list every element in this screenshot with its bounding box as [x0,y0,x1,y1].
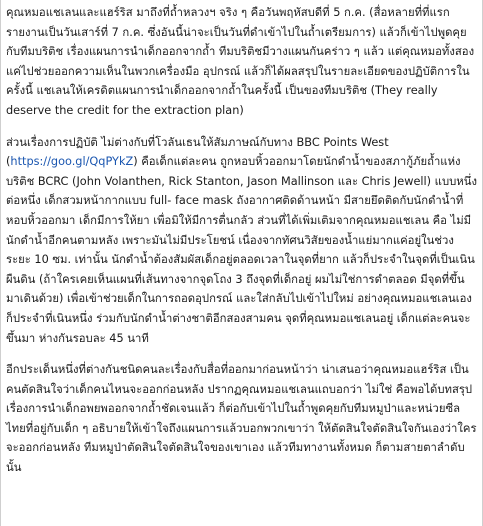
bbc-interview-link[interactable]: https://goo.gl/QqPYkZ [10,155,134,169]
paragraph-exit-order: อีกประเด็นหนึ่งที่ต่างกันชนิดคนละเรื่องกับสื่อที่ออกมาก่อนหน้าว่า น่าเสนอว่าคุณหมอแฮร์ริส เป็นคนตัดสินใจว่าเด็กคนไหนจะออกก่อนหลัง ปรากฏคุณหมอแชเลนแถบอกว่า ไม่ใช่ คือพอได้บทสรุปเรื่องการนำเด็กอพยพออกจากถ้ำชัดเจนแล้ว ก็ต่อกับเข้าไปในถ้ำพูดคุยกับทีมหมูป่าและหน่วยซีลไทยที่อยู่กับเด็ก ๆ อธิบายให้เข้าใจถึงแผนการแล้วบอกพวกเขาว่า ให้ตัดสินใจตัดสินใจกันเองว่าใครจะออกก่อนหลัง ทีมหมูป่าตัดสินใจตัดสินใจของเขาเอง แล้วทีมทางานทั้งหมด ก็ตามสายตาลำดับนั้น [6,363,477,475]
paragraph-rescue-text-after-link: ) คือเด็กแต่ละคน ถูกหอบหิ้วออกมาโดยนักดำน้ำของสภากู้ภัยถ้ำแห่งบริติช BCRC (John Volanthen, Rick Stanton, Jason Mallinson และ Chris Jewell) แบบหนึ่งต่อหนึ่ง เด็กสวมหน้ากากแบบ full- face mask ถังอากาศติดด้านหน้า มีสายยึดติดกับนักดำน้ำที่หอบหิ้วออกมา เด็กมีการให้ยา เพื่อมิให้มีการตื่นกลัว ส่วนที่ได้เพิ่มเติมจากคุณหมอแชเลน คือ ไม่มีนักดำน้ำอีกคนตามหลัง เพราะมันไม่มีประโยชน์ เนื่องจากทัศนวิสัยของน้ำแย่มากแค่อยู่ในช่วงระยะ 10 ซม. เท่านั้น นักดำน้ำต้องสัมผัสเด็กอยู่ตลอดเวลาในจุดที่ยาก แล้วก็ประจำในจุดที่เป็นเนินผืนดิน (ถ้าใครเคยเห็นแผนที่เส้นทางจากจุดโถง 3 ถึงจุดที่เด็กอยู่ ผมไม่ใช่การดำตลอด มีจุดที่ขึ้นมาเดินด้วย) เพื่อเข้าช่วยเด็กในการถอดอุปกรณ์ และใส่กลับไปเข้าไปใหม่ อย่างคุณหมอแชเลนเองก็ประจำที่เนินหนึ่ง ร่วมกับนักดำน้ำต่างชาติอีกสองสามคน จุดที่คุณหมอแชเลนอยู่ เด็กแต่ละคนจะขึ้นมา ห่างกันรอบละ 45 นาที [6,155,477,345]
paragraph-rescue-text-before-link: ส่วนเรื่องการปฏิบัติ ไม่ต่างกับที่โวลันเธนให้สัมภาษณ์กับทาง BBC Points West ( [6,135,389,169]
paragraph-surgeons-arrival: คุณหมอแชเลนและแฮร์ริส มาถึงที่ถ้ำหลวงฯ จริง ๆ คือวันพฤหัสบดีที่ 5 ก.ค. (สื่อหลายที่ที่แรกรายงานเป็นวันเสาร์ที่ 7 ก.ค. ซึ่งอันนี้น่าจะเป็นวันที่ดำเข้าไปในถ้ำเตรียมการ) แล้วก็เข้าไปพูดคุยกับทีมบริติช เรื่องแผนการนำเด็กออกจากถ้ำ ทีมบริติชมีวางแผนกันคร่าว ๆ แล้ว แต่คุณหมอทั้งสองแค่ไปช่วยออกความเห็นในพวกเครื่องมือ อุปกรณ์ แล้วก็ได้ผลสรุปในรายละเอียดของปฏิบัติการในครั้งนี้ แชเลนให้เครดิตแผนการนำเด็กออกจากถ้ำในครั้งนี้ เป็นของทีมบริติช (They really deserve the credit for the extraction plan) [6,6,475,117]
paragraph-rescue-operation [6,133,477,349]
